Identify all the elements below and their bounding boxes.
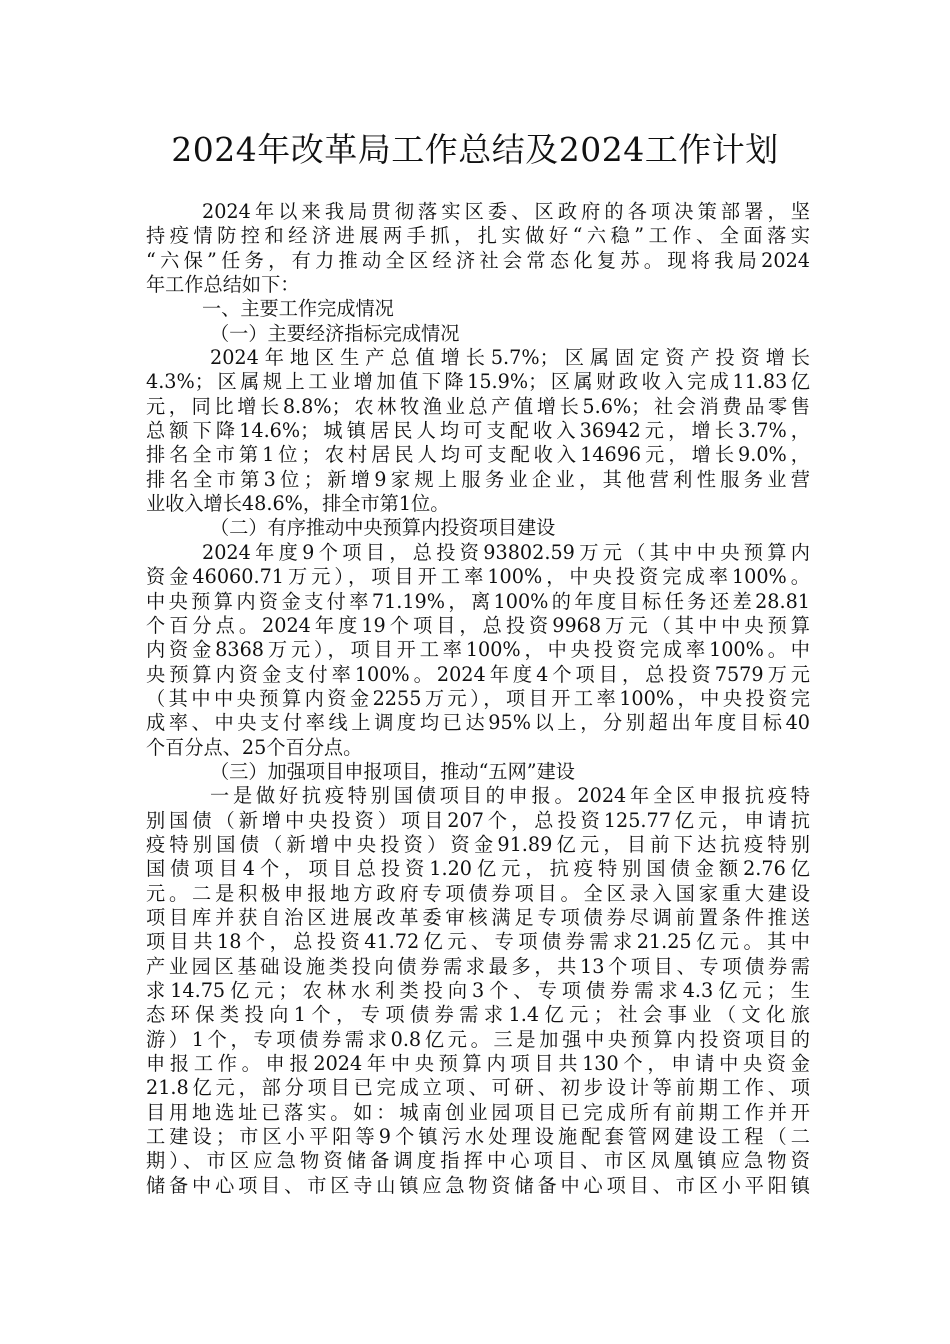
paragraph-line: 资金46060.71万元），项目开工率100%，中央投资完成率100%。	[146, 565, 810, 589]
paragraph-line: 持疫情防控和经济进展两手抓，扎实做好“六稳”工作、全面落实	[146, 224, 810, 248]
paragraph-line: 求14.75亿元；农林水利类投向3个、专项债券需求4.3亿元；生	[146, 979, 810, 1002]
subsection-heading: （二）有序推动中央预算内投资项目建设	[210, 516, 556, 540]
paragraph-line: 项目共18个，总投资41.72亿元、专项债券需求21.25亿元。其中	[146, 930, 810, 954]
paragraph-line: 21.8亿元，部分项目已完成立项、可研、初步设计等前期工作、项	[146, 1076, 810, 1100]
paragraph-line: 2024年以来我局贯彻落实区委、区政府的各项决策部署，坚	[202, 200, 810, 223]
paragraph-line: 储备中心项目、市区寺山镇应急物资储备中心项目、市区小平阳镇	[146, 1173, 810, 1197]
paragraph-line: 产业园区基础设施类投向债券需求最多，共13个项目、专项债券需	[146, 954, 810, 978]
paragraph-line: 申报工作。申报2024年中央预算内项目共130个，申请中央资金	[146, 1052, 810, 1076]
paragraph-line: 排名全市第1位；农村居民人均可支配收入14696元，增长9.0%，	[146, 443, 810, 467]
paragraph-line: 态环保类投向1个，专项债券需求1.4亿元；社会事业（文化旅	[146, 1003, 810, 1027]
paragraph-line: 中央预算内资金支付率71.19%，离100%的年度目标任务还差28.81	[146, 589, 810, 613]
paragraph-line: “六保”任务，有力推动全区经济社会常态化复苏。现将我局2024	[146, 248, 810, 272]
document-title: 2024年改革局工作总结及2024工作计划	[171, 130, 779, 169]
paragraph-line: 工建设；市区小平阳等9个镇污水处理设施配套管网建设工程（二	[146, 1125, 810, 1149]
paragraph-line: 疫特别国债（新增中央投资）资金91.89亿元，目前下达抗疫特别	[146, 832, 810, 856]
paragraph-line: 4.3%；区属规上工业增加值下降15.9%；区属财政收入完成11.83亿	[146, 370, 810, 394]
paragraph-line: 排名全市第3位；新增9家规上服务业企业，其他营利性服务业营	[146, 467, 810, 491]
paragraph-line: 总额下降14.6%；城镇居民人均可支配收入36942元，增长3.7%，	[146, 419, 810, 443]
paragraph-line: 国债项目4个，项目总投资1.20亿元，抗疫特别国债金额2.76亿	[146, 857, 810, 881]
subsection-heading: （一）主要经济指标完成情况	[210, 321, 460, 345]
paragraph-line: 内资金8368万元），项目开工率100%，中央投资完成率100%。中	[146, 638, 810, 662]
paragraph-line: 别国债（新增中央投资）项目207个，总投资125.77亿元，申请抗	[146, 808, 810, 832]
subsection-heading: （三）加强项目申报项目，推动“五网”建设	[210, 759, 575, 783]
paragraph-line: 一是做好抗疫特别国债项目的申报。2024年全区申报抗疫特	[210, 784, 810, 808]
paragraph-line: 项目库并获自治区进展改革委审核满足专项债券尽调前置条件推送	[146, 905, 810, 929]
paragraph-line: 业收入增长48.6%，排全市第1位。	[146, 492, 450, 516]
paragraph-line: 成率、中央支付率线上调度均已达95%以上，分别超出年度目标40	[146, 711, 810, 735]
paragraph-line: 游）1个，专项债券需求0.8亿元。三是加强中央预算内投资项目的	[146, 1027, 810, 1051]
paragraph-line: 2024年度9个项目，总投资93802.59万元（其中中央预算内	[202, 540, 810, 564]
paragraph-line: 个百分点。2024年度19个项目，总投资9968万元（其中中央预算	[146, 613, 810, 637]
paragraph-line: 期）、市区应急物资储备调度指挥中心项目、市区凤凰镇应急物资	[146, 1149, 810, 1173]
paragraph-line: 央预算内资金支付率100%。2024年度4个项目，总投资7579万元	[146, 662, 810, 686]
paragraph-line: 年工作总结如下：	[146, 273, 300, 297]
paragraph-line: （其中中央预算内资金2255万元），项目开工率100%，中央投资完	[146, 686, 810, 710]
paragraph-line: 元，同比增长8.8%；农林牧渔业总产值增长5.6%；社会消费品零售	[146, 394, 810, 418]
paragraph-line: 2024年地区生产总值增长5.7%；区属固定资产投资增长	[210, 346, 810, 370]
paragraph-line: 目用地选址已落实。如：城南创业园项目已完成所有前期工作并开	[146, 1100, 810, 1124]
paragraph-line: 元。二是积极申报地方政府专项债券项目。全区录入国家重大建设	[146, 881, 810, 905]
document-body	[146, 200, 810, 1198]
section-heading: 一、主要工作完成情况	[202, 297, 394, 321]
paragraph-line: 个百分点、25个百分点。	[146, 735, 363, 759]
